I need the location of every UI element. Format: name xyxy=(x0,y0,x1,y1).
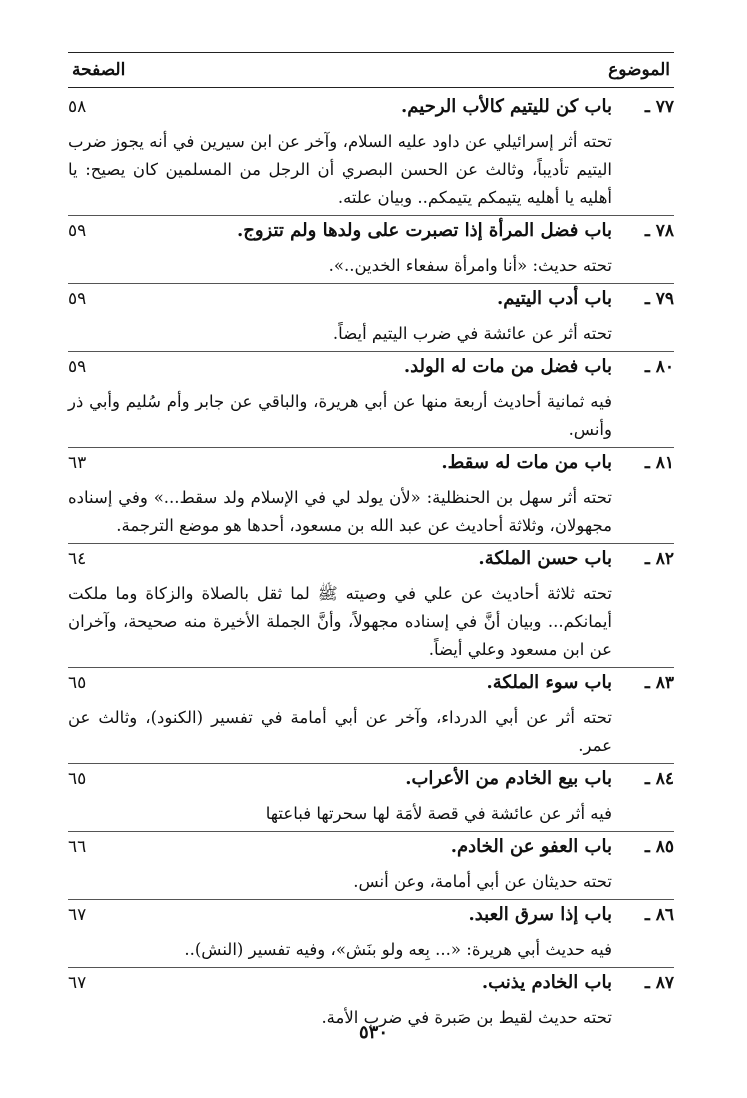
entry-title: باب أدب اليتيم. xyxy=(497,288,612,309)
entry-heading-row xyxy=(68,548,674,580)
entry-page-number: ٥٨ xyxy=(68,97,87,117)
entry-number: ٨١ ـ xyxy=(644,453,674,473)
entry-heading-row xyxy=(68,904,674,936)
topic-column-label: الموضوع xyxy=(608,60,670,80)
entry-page-number: ٦٤ xyxy=(68,549,87,569)
entry-title: باب كن لليتيم كالأب الرحيم. xyxy=(401,96,612,117)
entry-heading-row xyxy=(68,972,674,1004)
entry-number: ٨٢ ـ xyxy=(644,549,674,569)
entry-description: تحته ثلاثة أحاديث عن علي في وصيته ﷺ لما ثقل بالصلاة والزكاة وما ملكت أيمانكم... وبيان أنَّ في إسناده مجهولاً، وأنَّ الجملة الأخيرة منه صحيحة، وآخران عن ابن مسعود وعلي أيضاً. xyxy=(68,584,612,659)
entry-number: ٧٧ ـ xyxy=(644,97,674,117)
entry-page-number: ٦٣ xyxy=(68,453,87,473)
entry-description: تحته أثر عن عائشة في ضرب اليتيم أيضاً. xyxy=(332,324,612,343)
entry-description: تحته أثر سهل بن الحنظلية: «لأن يولد لي في الإسلام ولد سقط...» وفي إسناده مجهولان، وثلاثة أحاديث عن عبد الله بن مسعود، أحدها هو موضع الترجمة. xyxy=(68,488,612,535)
entry-heading-row xyxy=(68,768,674,800)
entry-title: باب الخادم يذنب. xyxy=(481,972,612,993)
entry-heading-row xyxy=(68,672,674,704)
toc-entry xyxy=(68,548,674,668)
entry-heading-row xyxy=(68,356,674,388)
page-column-label: الصفحة xyxy=(72,60,126,80)
toc-entry xyxy=(68,672,674,764)
entry-title: باب إذا سرق العبد. xyxy=(468,904,612,925)
entry-number: ٨٣ ـ xyxy=(644,673,674,693)
toc-entry xyxy=(68,904,674,968)
entry-heading-row xyxy=(68,96,674,128)
entry-number: ٨٠ ـ xyxy=(644,357,674,377)
entry-page-number: ٦٥ xyxy=(68,769,87,789)
entry-description: فيه حديث أبي هريرة: «... بِعه ولو بنَش»، وفيه تفسير (النش).. xyxy=(184,940,612,959)
toc-entry xyxy=(68,288,674,352)
page-number: ٥٣٠ xyxy=(358,1022,388,1043)
entry-title: باب فضل المرأة إذا تصبرت على ولدها ولم تتزوج. xyxy=(236,220,612,241)
toc-entry xyxy=(68,452,674,544)
entry-description: تحته حديثان عن أبي أمامة، وعن أنس. xyxy=(353,872,612,891)
entry-description: تحته حديث لقيط بن صَبرة في ضرب الأمة. xyxy=(321,1008,612,1027)
toc-entries xyxy=(68,96,674,1039)
entry-description: فيه ثمانية أحاديث أربعة منها عن أبي هريرة، والباقي عن جابر وأم سُليم وأبي ذر وأنس. xyxy=(68,392,612,439)
entry-heading-row xyxy=(68,288,674,320)
entry-title: باب سوء الملكة. xyxy=(486,672,612,693)
entry-page-number: ٦٧ xyxy=(68,905,87,925)
entry-heading-row xyxy=(68,836,674,868)
toc-entry xyxy=(68,356,674,448)
entry-number: ٧٨ ـ xyxy=(644,221,674,241)
entry-title: باب العفو عن الخادم. xyxy=(450,836,612,857)
entry-title: باب من مات له سقط. xyxy=(441,452,612,473)
entry-heading-row xyxy=(68,452,674,484)
entry-title: باب بيع الخادم من الأعراب. xyxy=(405,768,612,789)
entry-heading-row xyxy=(68,220,674,252)
entry-page-number: ٦٧ xyxy=(68,973,87,993)
entry-number: ٧٩ ـ xyxy=(644,289,674,309)
entry-description: تحته أثر عن أبي الدرداء، وآخر عن أبي أمامة في تفسير (الكنود)، وثالث عن عمر. xyxy=(68,708,612,755)
entry-title: باب فضل من مات له الولد. xyxy=(403,356,612,377)
entry-page-number: ٥٩ xyxy=(68,221,87,241)
toc-entry xyxy=(68,220,674,284)
toc-entry xyxy=(68,768,674,832)
entry-page-number: ٥٩ xyxy=(68,289,87,309)
toc-entry xyxy=(68,836,674,900)
entry-number: ٨٥ ـ xyxy=(644,837,674,857)
entry-title: باب حسن الملكة. xyxy=(478,548,612,569)
entry-number: ٨٤ ـ xyxy=(644,769,674,789)
entry-description: فيه أثر عن عائشة في قصة لأمَة لها سحرتها فباعتها xyxy=(265,804,612,823)
entry-number: ٨٧ ـ xyxy=(644,973,674,993)
toc-entry xyxy=(68,96,674,216)
entry-page-number: ٦٦ xyxy=(68,837,87,857)
entry-number: ٨٦ ـ xyxy=(644,905,674,925)
entry-page-number: ٦٥ xyxy=(68,673,87,693)
entry-description: تحته حديث: «أنا وامرأة سفعاء الخدين..». xyxy=(328,256,612,275)
entry-page-number: ٥٩ xyxy=(68,357,87,377)
entry-description: تحته أثر إسرائيلي عن داود عليه السلام، وآخر عن ابن سيرين في أنه يجوز ضرب اليتيم تأديباً، وثالث عن الحسن البصري أن الرجل من المسلمين كان يصيح: يا أهليه يا أهليه يتيمكم يتيمكم.. وبيان علته. xyxy=(68,132,612,207)
table-header xyxy=(68,52,674,88)
